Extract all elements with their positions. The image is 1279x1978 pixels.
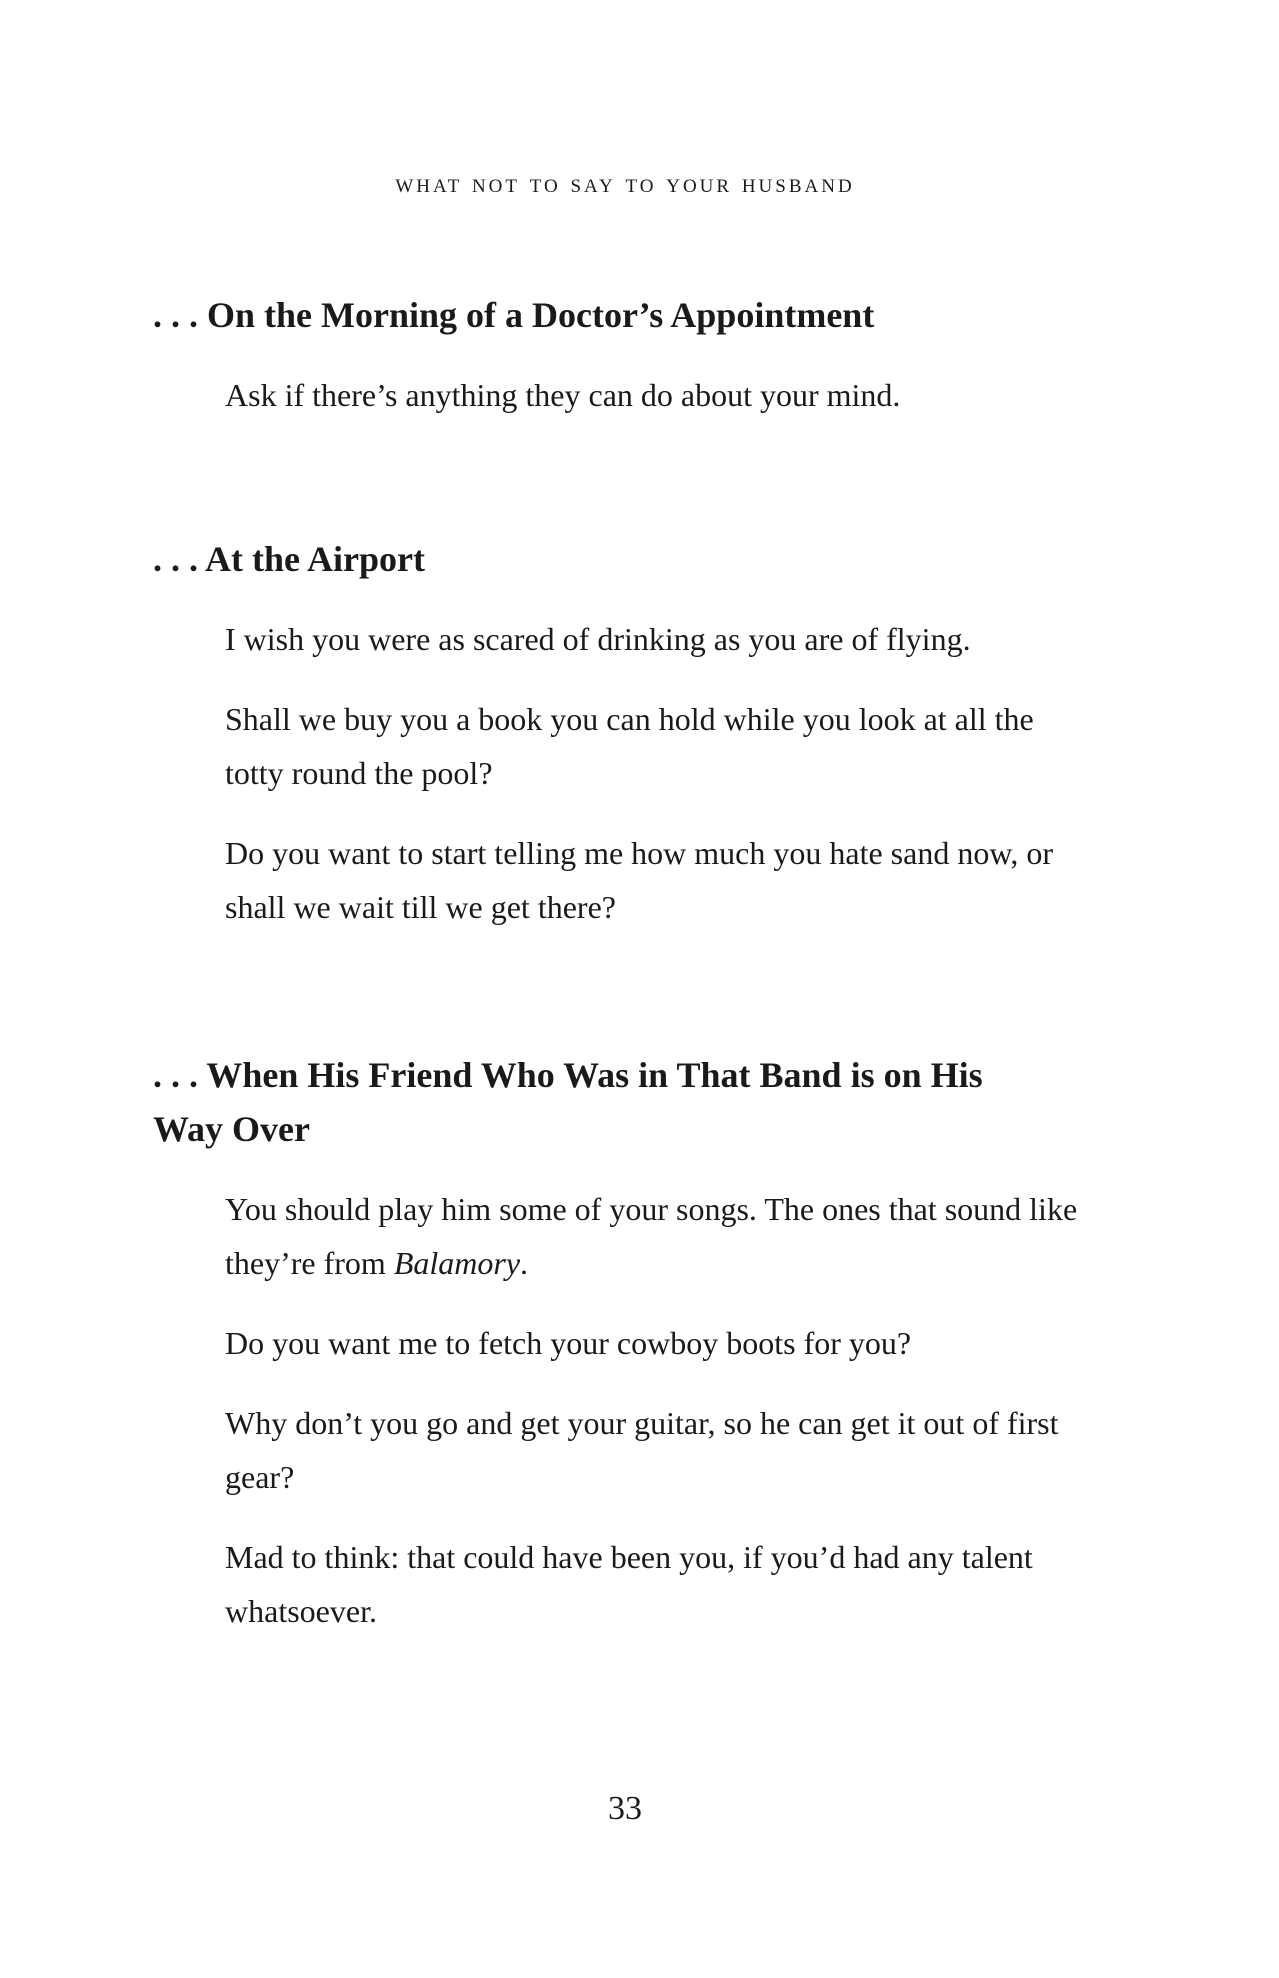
quote-paragraph: Mad to think: that could have been you, if you’d had any talent whatsoever. (225, 1539, 1033, 1629)
section-band-friend (153, 1048, 1113, 1664)
quote-paragraph (225, 1182, 1125, 1290)
quote-paragraph: Do you want to start telling me how much you hate sand now, or shall we wait till we get there? (225, 835, 1053, 925)
quote-paragraph: Shall we buy you a book you can hold while you look at all the totty round the pool? (225, 701, 1034, 791)
page-number: 33 (608, 1790, 642, 1827)
quote-paragraph: Do you want me to fetch your cowboy boots for you? (225, 1325, 912, 1361)
section-heading: . . . When His Friend Who Was in That Band is on His Way Over (153, 1055, 983, 1149)
quote-text-end: . (520, 1245, 529, 1281)
quote-paragraph: I wish you were as scared of drinking as you are of flying. (225, 621, 971, 657)
show-title: Balamory (393, 1245, 521, 1281)
quote-paragraph: Why don’t you go and get your guitar, so he can get it out of first gear? (225, 1405, 1059, 1495)
quote-text: You should play him some of your songs. The ones that sound like they’re from (225, 1191, 1078, 1281)
section-airport (153, 532, 1113, 960)
section-heading: . . . On the Morning of a Doctor’s Appointment (153, 295, 875, 335)
section-doctors-appointment (153, 288, 1113, 448)
section-heading: . . . At the Airport (153, 539, 425, 579)
quote-paragraph: Ask if there’s anything they can do about your mind. (225, 377, 901, 413)
running-head: what not to say to your husband (395, 168, 855, 198)
